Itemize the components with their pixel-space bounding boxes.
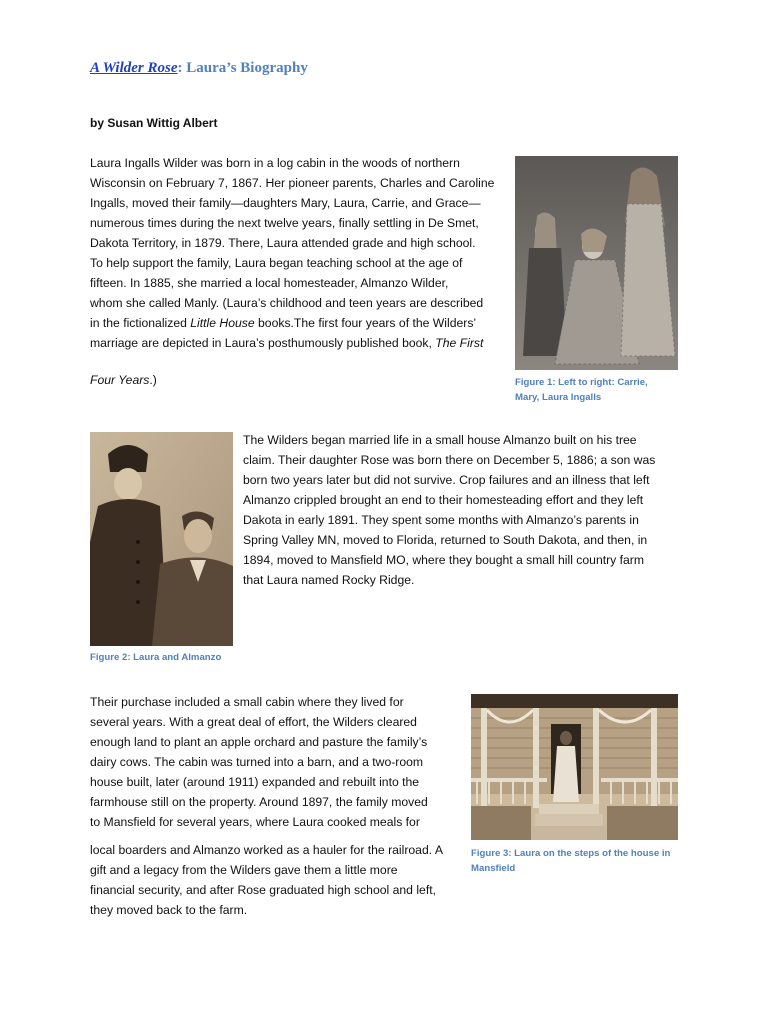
text-line: Wisconsin on February 7, 1867. Her pioneer parents, Charles and Caroline (90, 176, 495, 190)
text-line: Their purchase included a small cabin where they lived for (90, 695, 404, 709)
caption-line: Mary, Laura Ingalls (515, 392, 602, 403)
paragraph-3-continued (90, 840, 465, 920)
paragraph-1 (90, 153, 510, 390)
caption-line: Figure 1: Left to right: Carrie, (515, 377, 648, 388)
text-line: enough land to plant an apple orchard and pasture the family’s (90, 735, 428, 749)
caption-line: Figure 3: Laura on the steps of the house in (471, 848, 671, 859)
title-rest: : Laura’s Biography (177, 60, 308, 76)
text-segment: .) (149, 373, 157, 387)
text-line: local boarders and Almanzo worked as a hauler for the railroad. A (90, 843, 443, 857)
text-segment: in the fictionalized (90, 316, 191, 330)
caption-line: Mansfield (471, 863, 516, 874)
text-segment: marriage are depicted in Laura’s posthumously published book, (90, 336, 436, 350)
figure-3-photo (471, 694, 678, 840)
text-segment: books.The first four years of the Wilders’ (254, 316, 477, 330)
text-line: numerous times during the next twelve years, finally settling in De Smet, (90, 216, 479, 230)
author-byline: by Susan Wittig Albert (90, 116, 218, 130)
laura-and-almanzo-image (90, 432, 233, 646)
text-line: Almanzo crippled brought an end to their homesteading effort and they left (243, 493, 644, 507)
text-line: several years. With a great deal of effort, the Wilders cleared (90, 715, 417, 729)
text-line: fifteen. In 1885, she married a local homesteader, Almanzo Wilder, (90, 276, 449, 290)
text-line: whom she called Manly. (Laura’s childhood and teen years are described (90, 296, 484, 310)
text-line: Laura Ingalls Wilder was born in a log cabin in the woods of northern (90, 156, 460, 170)
text-line: to Mansfield for several years, where Laura cooked meals for (90, 815, 420, 829)
text-line: gift and a legacy from the Wilders gave them a little more (90, 863, 398, 877)
book-title: Four Years (90, 373, 150, 387)
text-line: Spring Valley MN, moved to Florida, returned to South Dakota, and then, in (243, 533, 648, 547)
text-line: Ingalls, moved their family—daughters Mary, Laura, Carrie, and Grace— (90, 196, 481, 210)
text-line: financial security, and after Rose graduated high school and left, (90, 883, 436, 897)
text-line: born two years later but did not survive. Crop failures and an illness that left (243, 473, 650, 487)
page-title (90, 60, 308, 77)
paragraph-3 (90, 692, 465, 832)
text-line: dairy cows. The cabin was turned into a barn, and a two-room (90, 755, 424, 769)
text-line (90, 333, 510, 353)
figure-1-caption (515, 375, 685, 405)
mansfield-house-porch-image (471, 694, 678, 840)
text-line: Dakota Territory, in 1879. There, Laura attended grade and high school. (90, 236, 476, 250)
text-line: they moved back to the farm. (90, 903, 248, 917)
text-line (90, 313, 510, 333)
figure-3-caption (471, 846, 686, 876)
text-line (90, 370, 510, 390)
figure-2-photo (90, 432, 233, 646)
text-line: Dakota in early 1891. They spent some months with Almanzo’s parents in (243, 513, 639, 527)
figure-1-photo (515, 156, 678, 370)
text-line: claim. Their daughter Rose was born there on December 5, 1886; a son was (243, 453, 656, 467)
text-line: that Laura named Rocky Ridge. (243, 573, 415, 587)
text-line: farmhouse still on the property. Around 1897, the family moved (90, 795, 428, 809)
book-title: The First (435, 336, 484, 350)
book-title: Little House (190, 316, 255, 330)
text-line: The Wilders began married life in a small house Almanzo built on his tree (243, 433, 637, 447)
figure-2-caption: Figure 2: Laura and Almanzo (90, 652, 222, 663)
title-link[interactable]: A Wilder Rose (90, 60, 178, 76)
text-line: To help support the family, Laura began teaching school at the age of (90, 256, 463, 270)
ingalls-sisters-image (515, 156, 678, 370)
text-line: house built, later (around 1911) expanded and rebuilt into the (90, 775, 420, 789)
paragraph-2 (243, 430, 683, 590)
text-line: 1894, moved to Mansfield MO, where they bought a small hill country farm (243, 553, 645, 567)
